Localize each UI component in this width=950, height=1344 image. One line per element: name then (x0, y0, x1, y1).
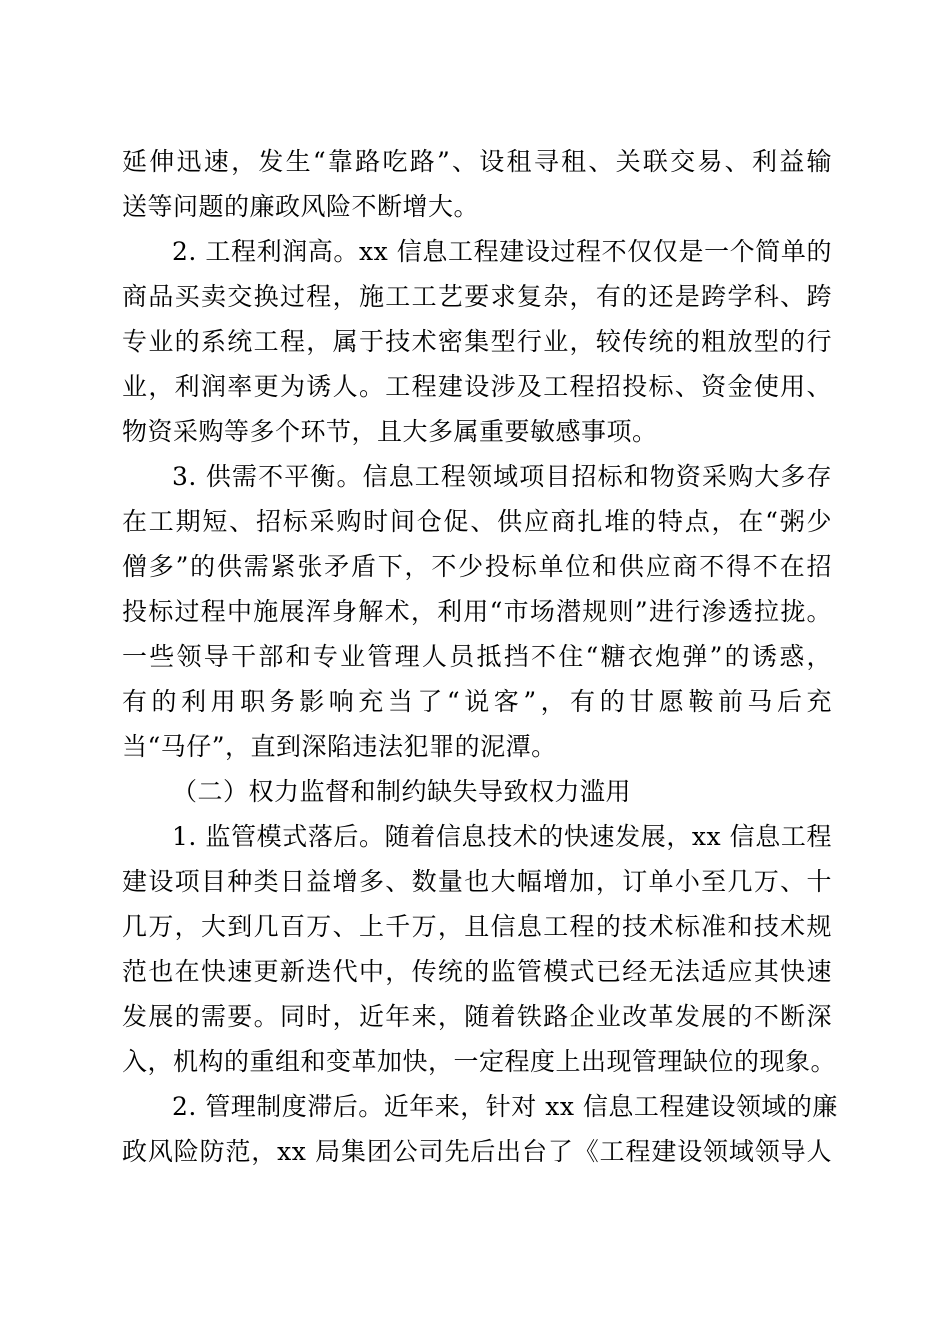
text-line: 当“马仔”，直到深陷违法犯罪的泥潭。 (122, 732, 557, 761)
paragraph-start-line: 2. 工程利润高。xx 信息工程建设过程不仅仅是一个简单的 (172, 237, 832, 266)
paragraph-start-line: 1. 监管模式落后。随着信息技术的快速发展，xx 信息工程 (172, 822, 832, 851)
text-line: 几万，大到几百万、上千万，且信息工程的技术标准和技术规 (122, 912, 832, 941)
section-heading: （二）权力监督和制约缺失导致权力滥用 (172, 777, 632, 806)
text-line: 在工期短、招标采购时间仓促、供应商扎堆的特点，在“粥少 (122, 507, 832, 536)
text-line: 范也在快速更新迭代中，传统的监管模式已经无法适应其快速 (122, 957, 832, 986)
text-line: 政风险防范，xx 局集团公司先后出台了《工程建设领域领导人 (122, 1137, 832, 1166)
text-line: 送等问题的廉政风险不断增大。 (122, 192, 480, 221)
text-line: 物资采购等多个环节，且大多属重要敏感事项。 (122, 417, 658, 446)
text-line: 一些领导干部和专业管理人员抵挡不住“糖衣炮弹”的诱惑， (122, 642, 832, 671)
text-line: 发展的需要。同时，近年来，随着铁路企业改革发展的不断深 (122, 1002, 832, 1031)
text-line: 投标过程中施展浑身解术，利用“市场潜规则”进行渗透拉拢。 (122, 597, 832, 626)
text-line: 专业的系统工程，属于技术密集型行业，较传统的粗放型的行 (122, 327, 832, 356)
text-line: 延伸迅速，发生“靠路吃路”、设租寻租、关联交易、利益输 (122, 147, 832, 176)
text-line: 僧多”的供需紧张矛盾下，不少投标单位和供应商不得不在招 (122, 552, 832, 581)
text-line: 业，利润率更为诱人。工程建设涉及工程招投标、资金使用、 (122, 372, 832, 401)
paragraph-start-line: 3. 供需不平衡。信息工程领域项目招标和物资采购大多存 (172, 462, 832, 491)
text-line: 入，机构的重组和变革加快，一定程度上出现管理缺位的现象。 (122, 1047, 837, 1076)
text-line: 商品买卖交换过程，施工工艺要求复杂，有的还是跨学科、跨 (122, 282, 832, 311)
text-line: 建设项目种类日益增多、数量也大幅增加，订单小至几万、十 (122, 867, 832, 896)
text-line: 有的利用职务影响充当了“说客”，有的甘愿鞍前马后充 (122, 687, 832, 716)
paragraph-start-line: 2. 管理制度滞后。近年来，针对 xx 信息工程建设领域的廉 (172, 1092, 838, 1121)
